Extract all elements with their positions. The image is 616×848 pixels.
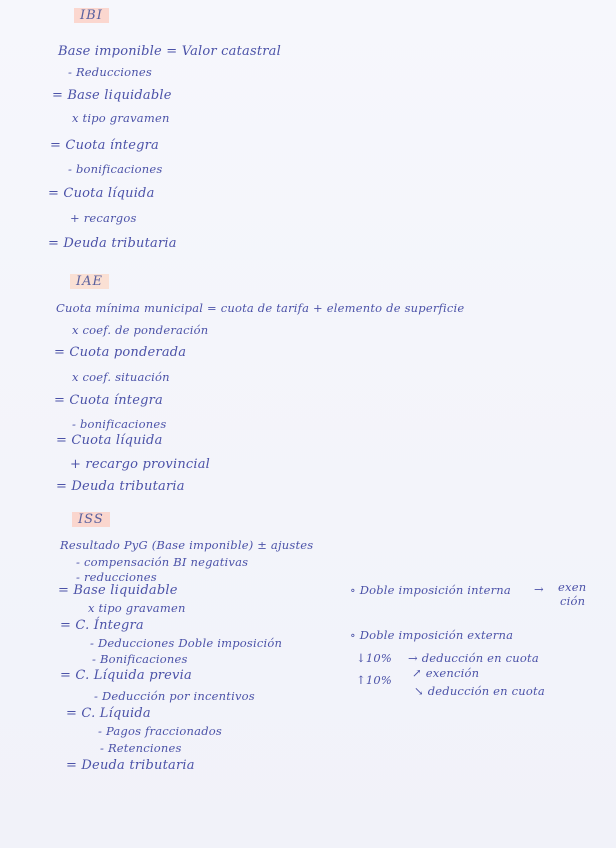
note-doble-externa: ∘ Doble imposición externa [350, 628, 514, 642]
ibi-line-2: - Reducciones [68, 65, 152, 79]
ibi-line-8: + recargos [70, 211, 137, 225]
iss-line-12: - Pagos fraccionados [98, 724, 223, 738]
ibi-line-7: = Cuota líquida [48, 186, 155, 201]
ibi-line-9: = Deuda tributaria [48, 236, 177, 251]
iae-line-7: = Cuota líquida [56, 433, 163, 448]
ibi-line-5: = Cuota íntegra [50, 138, 160, 153]
iae-line-6: - bonificaciones [72, 417, 167, 431]
note-interna-result-1: exen [558, 580, 587, 594]
note-interna-arrow: → [534, 582, 544, 596]
note-gt10-exencion: ↗ exención [412, 666, 480, 680]
iss-line-7: - Deducciones Doble imposición [90, 636, 283, 650]
iss-line-6: = C. Íntegra [60, 618, 144, 633]
iss-line-8: - Bonificaciones [92, 652, 188, 666]
iss-line-5: x tipo gravamen [88, 601, 186, 615]
iss-line-1: Resultado PyG (Base imponible) ± ajustes [60, 538, 314, 552]
heading-iss: ISS [72, 512, 110, 527]
iae-line-2: x coef. de ponderación [72, 323, 209, 337]
iss-line-10: - Deducción por incentivos [94, 689, 255, 703]
iss-line-14: = Deuda tributaria [66, 758, 195, 773]
iae-line-3: = Cuota ponderada [54, 345, 187, 360]
iae-line-1: Cuota mínima municipal = cuota de tarifa + elemento de superficie [56, 301, 465, 315]
iae-line-8: + recargo provincial [70, 457, 211, 472]
ibi-line-1: Base imponible = Valor catastral [58, 44, 281, 59]
iss-line-4: = Base liquidable [58, 583, 178, 598]
note-lt10-result: → deducción en cuota [408, 651, 539, 665]
iae-line-5: = Cuota íntegra [54, 393, 164, 408]
ibi-line-4: x tipo gravamen [72, 111, 170, 125]
note-lt10: ↓10% [356, 651, 392, 665]
iae-line-4: x coef. situación [72, 370, 170, 384]
note-doble-interna: ∘ Doble imposición interna [350, 583, 511, 597]
note-gt10: ↑10% [356, 673, 392, 687]
note-gt10-deduccion: ↘ deducción en cuota [414, 684, 545, 698]
heading-iae: IAE [70, 274, 109, 289]
note-interna-result-2: ción [560, 594, 586, 608]
ibi-line-3: = Base liquidable [52, 88, 172, 103]
iss-line-11: = C. Líquida [66, 706, 151, 721]
heading-ibi: IBI [74, 8, 109, 23]
iae-line-9: = Deuda tributaria [56, 479, 185, 494]
iss-line-9: = C. Líquida previa [60, 668, 192, 683]
ibi-line-6: - bonificaciones [68, 162, 163, 176]
iss-line-3: - reducciones [76, 570, 157, 584]
iss-line-2: - compensación BI negativas [76, 555, 249, 569]
iss-line-13: - Retenciones [100, 741, 182, 755]
